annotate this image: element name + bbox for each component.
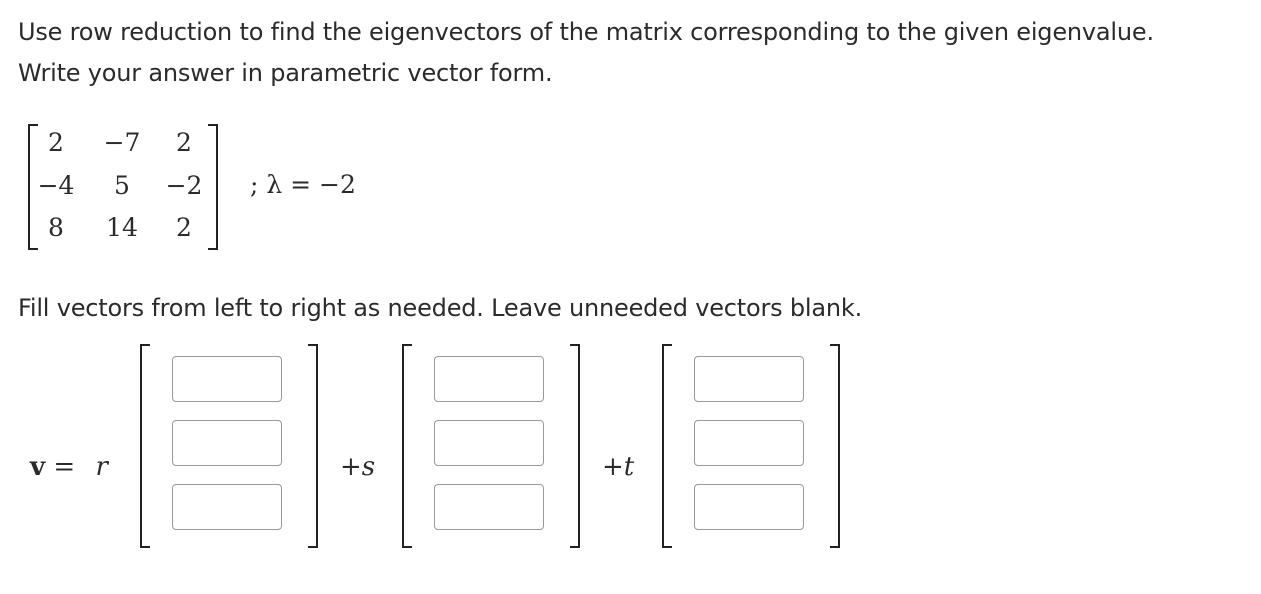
vector-2-entry-3[interactable]: [434, 484, 544, 530]
matrix-cell: −2: [165, 171, 203, 200]
vector-1-entry-1[interactable]: [172, 356, 282, 402]
param-t: t: [623, 452, 635, 482]
prompt-line-1: Use row reduction to find the eigenvectors of the matrix corresponding to the given eigenvalue.: [18, 18, 1154, 46]
eigenvalue-label: ; λ = −2: [250, 170, 356, 199]
vector-1-left-bracket: [140, 344, 150, 548]
vector-1-right-bracket: [308, 344, 318, 548]
plus-sign: +: [340, 452, 362, 482]
vector-2-entry-1[interactable]: [434, 356, 544, 402]
matrix-cell: 2: [176, 128, 192, 157]
fill-instructions: Fill vectors from left to right as needed. Leave unneeded vectors blank.: [18, 294, 862, 322]
matrix-cell: −7: [103, 128, 141, 157]
prompt-line-2: Write your answer in parametric vector form.: [18, 59, 553, 87]
matrix-cell: −4: [37, 171, 75, 200]
vector-2-left-bracket: [402, 344, 412, 548]
matrix-cell: 2: [176, 213, 192, 242]
plus-s-label: [340, 452, 375, 482]
equals-sign: =: [45, 452, 84, 482]
matrix-cell: 14: [106, 213, 138, 242]
v-equals-label: [30, 452, 108, 482]
vector-3-entry-1[interactable]: [694, 356, 804, 402]
matrix-cell: 5: [114, 171, 130, 200]
matrix-cell: 8: [48, 213, 64, 242]
vector-2-entry-2[interactable]: [434, 420, 544, 466]
vector-3-left-bracket: [662, 344, 672, 548]
vector-1-entry-2[interactable]: [172, 420, 282, 466]
vector-3-entry-3[interactable]: [694, 484, 804, 530]
vector-3-entry-2[interactable]: [694, 420, 804, 466]
plus-sign: +: [602, 452, 624, 482]
param-s: s: [361, 452, 376, 482]
vector-2-right-bracket: [570, 344, 580, 548]
vector-1-entry-3[interactable]: [172, 484, 282, 530]
vector-3-right-bracket: [830, 344, 840, 548]
problem-prompt: [18, 12, 1154, 94]
param-r: r: [95, 452, 108, 482]
matrix-cell: 2: [48, 128, 64, 157]
plus-t-label: [602, 452, 634, 482]
vector-v-symbol: v: [30, 452, 46, 482]
